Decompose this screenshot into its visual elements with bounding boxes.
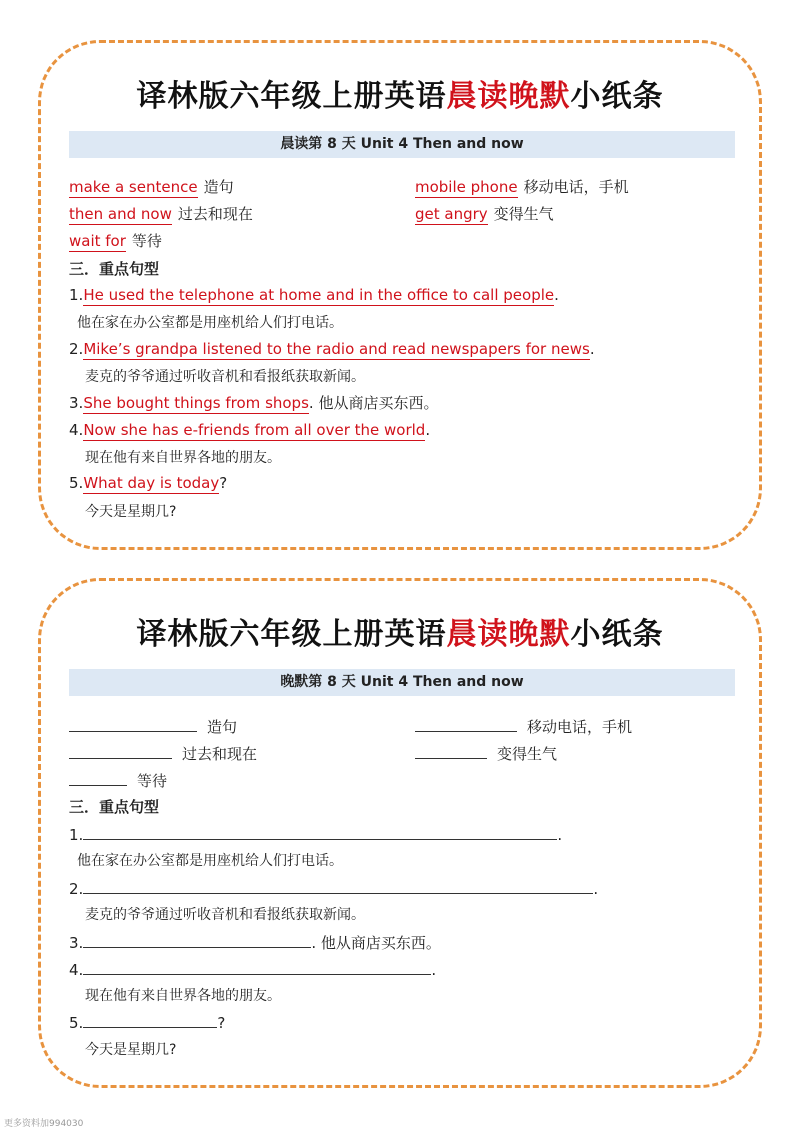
vocab-blank-item: 移动电话，手机 <box>415 715 632 737</box>
answer-blank[interactable] <box>415 715 517 732</box>
card-title: 译林版六年级上册英语晨读晚默小纸条 <box>136 617 664 652</box>
vocab-blank-item: 等待 <box>69 769 167 791</box>
answer-blank[interactable] <box>83 931 311 948</box>
sentence-blank-item: 5. ? <box>69 1011 225 1033</box>
sentence-item: 1.He used the telephone at home and in the office to call people. <box>69 286 559 304</box>
sentence-translation: 麦克的爷爷通过听收音机和看报纸获取新闻。 <box>85 907 365 923</box>
sentence-translation: 今天是星期几? <box>85 504 177 520</box>
answer-blank[interactable] <box>69 715 197 732</box>
sentence-translation: 现在他有来自世界各地的朋友。 <box>85 988 281 1004</box>
vocab-blank-item: 过去和现在 <box>69 742 257 764</box>
sentence-item: 2.Mike’s grandpa listened to the radio and read newspapers for news. <box>69 340 595 358</box>
answer-blank[interactable] <box>83 877 593 894</box>
vocab-item: mobile phone 移动电话，手机 <box>415 178 629 196</box>
sentence-translation: 他在家在办公室都是用座机给人们打电话。 <box>77 853 343 869</box>
vocab-item: make a sentence 造句 <box>69 178 234 196</box>
sentence-blank-item: 4. . <box>69 958 436 980</box>
sentence-translation: 麦克的爷爷通过听收音机和看报纸获取新闻。 <box>85 369 365 385</box>
vocab-blank-item: 变得生气 <box>415 742 557 764</box>
card-title: 译林版六年级上册英语晨读晚默小纸条 <box>136 79 664 114</box>
sentence-blank-item: 3. . 他从商店买东西。 <box>69 931 441 953</box>
answer-blank[interactable] <box>69 769 127 786</box>
answer-blank[interactable] <box>69 742 172 759</box>
day-header-bar: 晚默第 8 天 Unit 4 Then and now <box>69 669 735 696</box>
evening-dictation-card <box>38 578 762 1088</box>
sentence-item: 4.Now she has e-friends from all over the world. <box>69 421 431 439</box>
footer-watermark: 更多资料加994030 <box>4 1119 84 1129</box>
sentence-translation: 他在家在办公室都是用座机给人们打电话。 <box>77 315 343 331</box>
vocab-item: get angry 变得生气 <box>415 205 554 223</box>
answer-blank[interactable] <box>415 742 487 759</box>
answer-blank[interactable] <box>83 958 431 975</box>
sentence-blank-item: 1. . <box>69 823 562 845</box>
sentence-item: 5.What day is today? <box>69 474 228 492</box>
vocab-blank-item: 造句 <box>69 715 237 737</box>
vocab-item: wait for 等待 <box>69 232 162 250</box>
sentence-translation: 现在他有来自世界各地的朋友。 <box>85 450 281 466</box>
answer-blank[interactable] <box>83 1011 217 1028</box>
sentence-blank-item: 2. . <box>69 877 598 899</box>
answer-blank[interactable] <box>83 823 557 840</box>
vocab-item: then and now 过去和现在 <box>69 205 253 223</box>
day-header-bar: 晨读第 8 天 Unit 4 Then and now <box>69 131 735 158</box>
morning-reading-card <box>38 40 762 550</box>
sentence-translation: 今天是星期几? <box>85 1042 177 1058</box>
section-heading: 三．重点句型 <box>69 260 160 278</box>
section-heading: 三．重点句型 <box>69 798 160 816</box>
sentence-item: 3.She bought things from shops. 他从商店买东西。 <box>69 394 439 412</box>
